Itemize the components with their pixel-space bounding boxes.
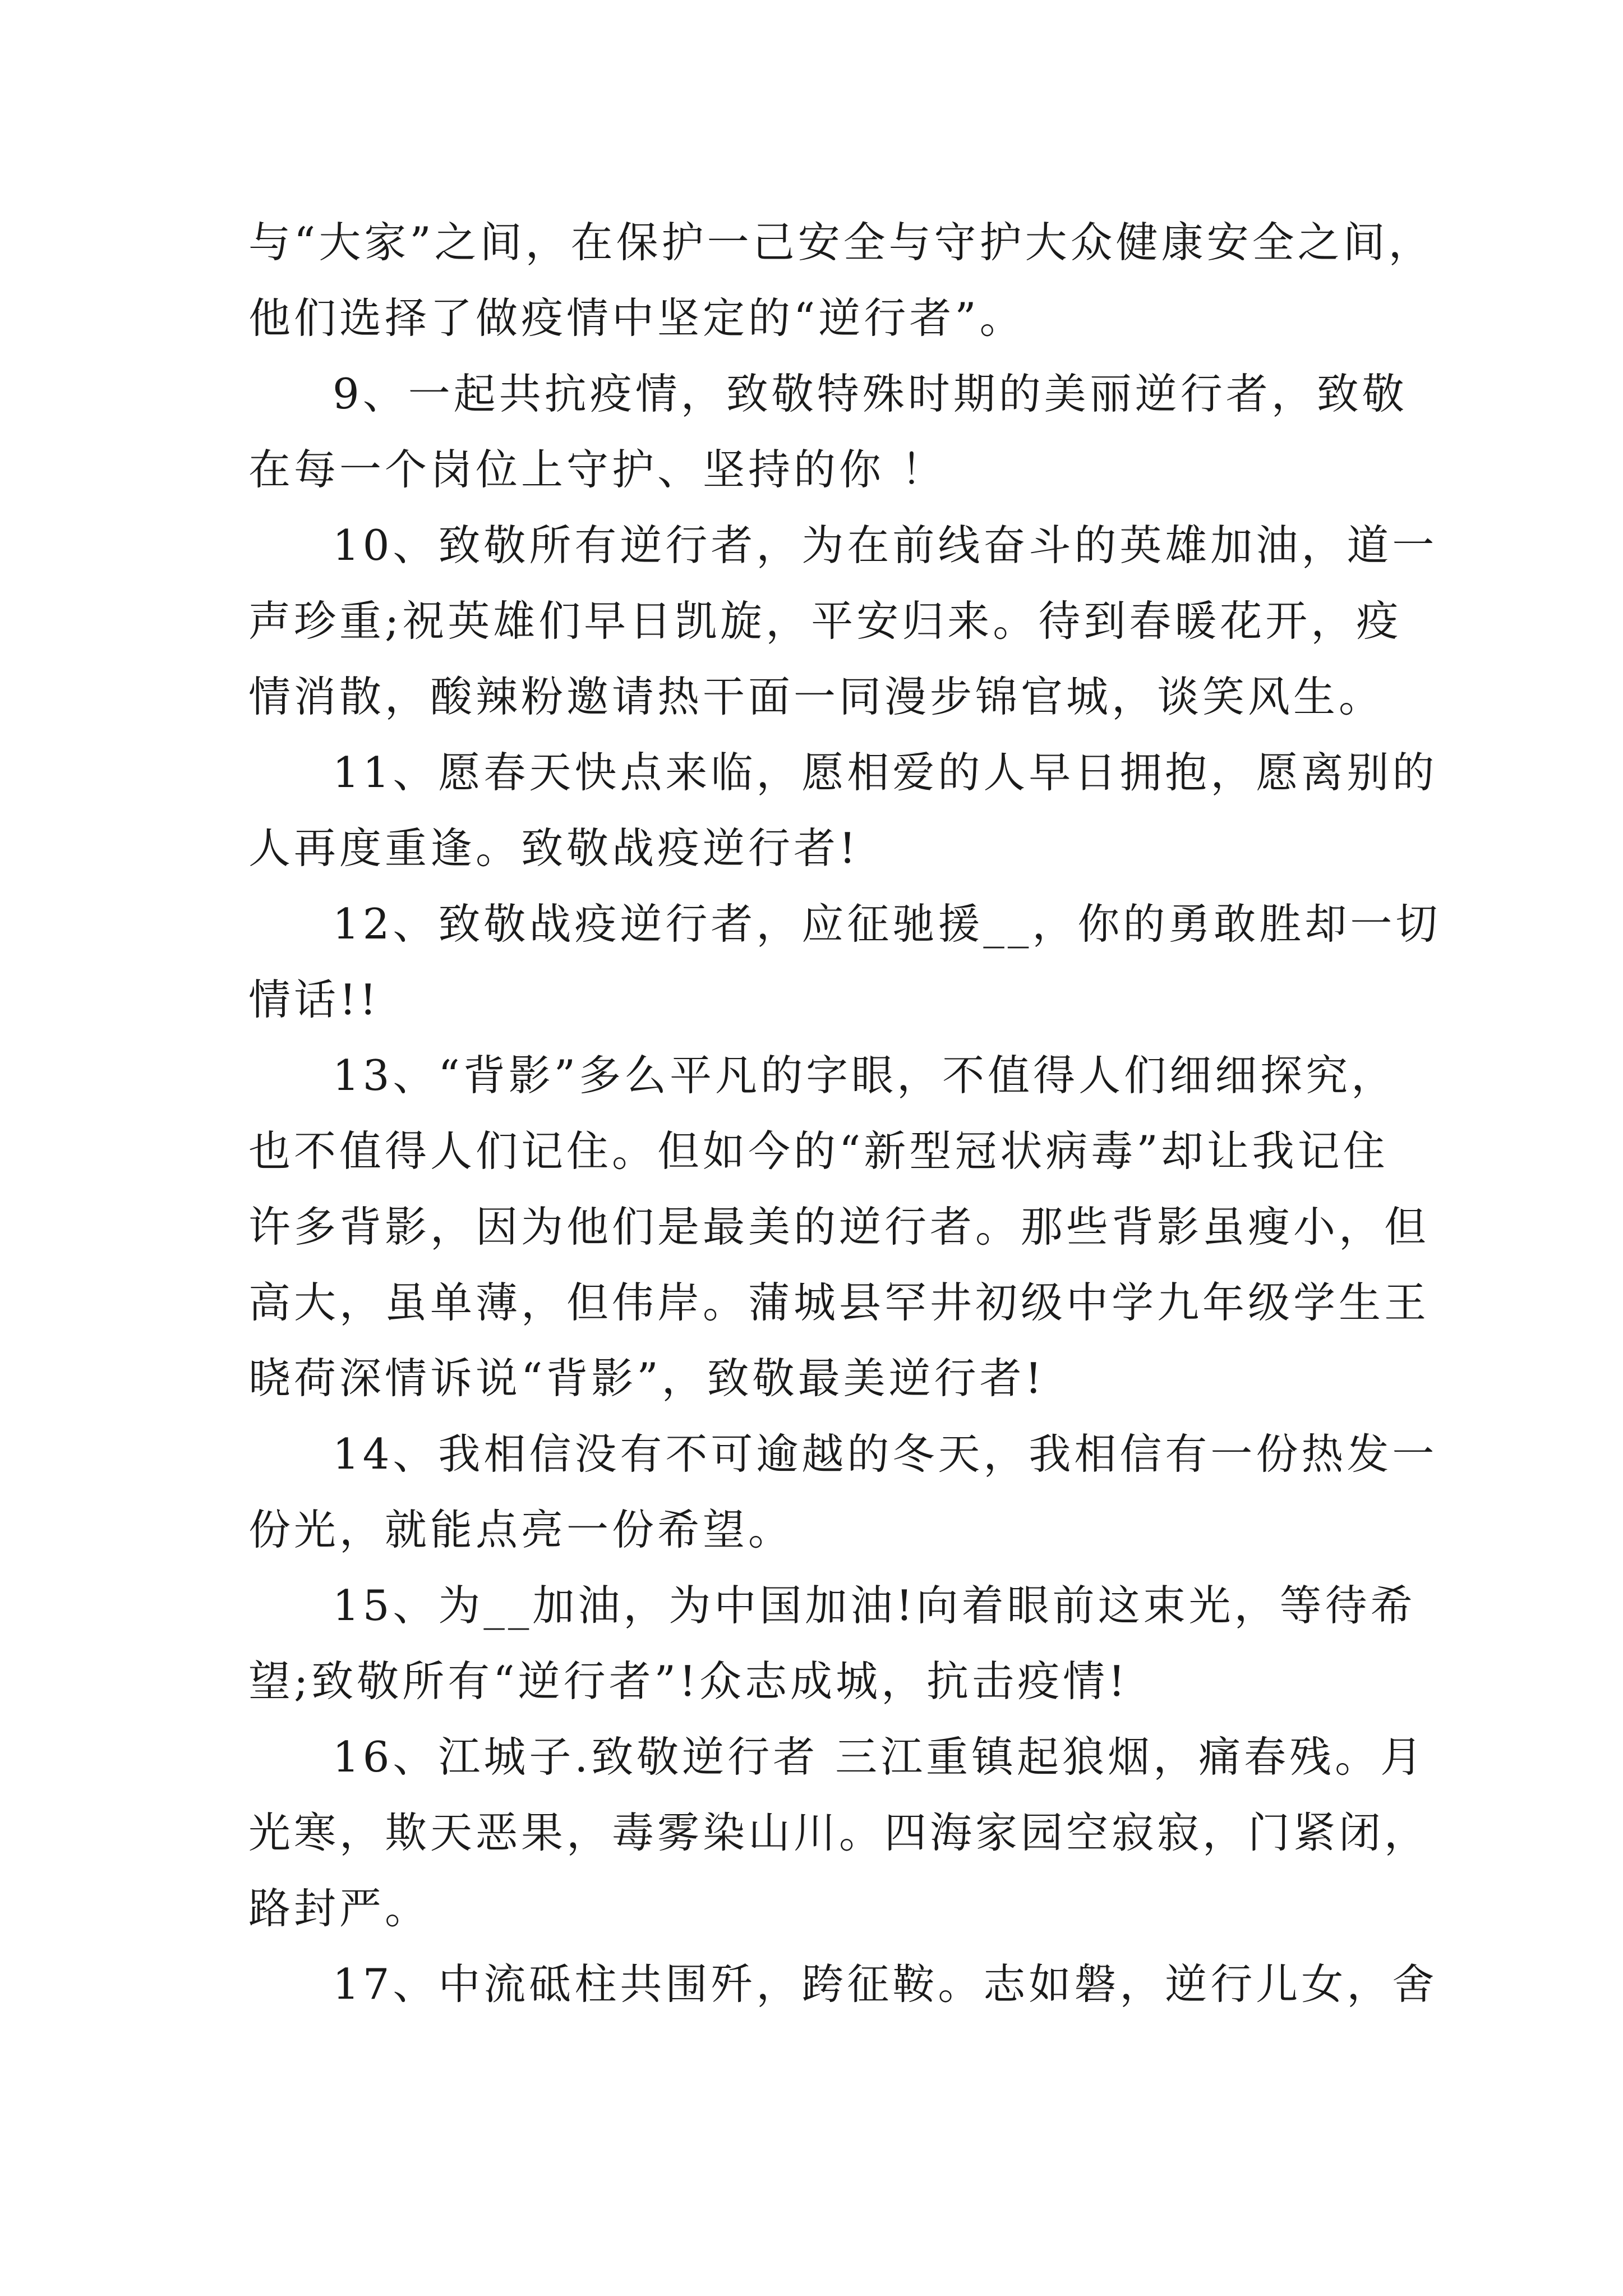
- text-line: 10、致敬所有逆行者，为在前线奋斗的英雄加油，道一: [333, 521, 1438, 570]
- paragraph-item-15: [248, 1568, 1416, 1719]
- paragraph-item-10: [248, 508, 1438, 735]
- text-line: 与“大家”之间，在保护一己安全与守护大众健康安全之间，: [248, 218, 1434, 267]
- paragraph-item-9: [248, 356, 1408, 508]
- text-line: 14、我相信没有不可逾越的冬天，我相信有一份热发一: [333, 1429, 1438, 1479]
- text-line: 路封严。: [248, 1884, 431, 1933]
- text-line: 份光，就能点亮一份希望。: [248, 1505, 794, 1554]
- paragraph-item-14: [248, 1416, 1438, 1568]
- text-line: 也不值得人们记住。但如今的“新型冠状病毒”却让我记住: [248, 1126, 1389, 1176]
- text-line: 在每一个岗位上守护、坚持的你 ！: [248, 445, 947, 494]
- document-body: [248, 205, 1441, 2022]
- text-line: 许多背影，因为他们是最美的逆行者。那些背影虽瘦小，但: [248, 1202, 1430, 1251]
- text-line: 15、为__加油，为中国加油!向着眼前这束光，等待希: [333, 1581, 1416, 1630]
- text-line: 人再度重逢。致敬战疫逆行者!: [248, 823, 860, 873]
- text-line: 12、致敬战疫逆行者，应征驰援__，你的勇敢胜却一切: [333, 899, 1441, 949]
- text-line: 光寒，欺天恶果，毒雾染山川。四海家园空寂寂，门紧闭，: [248, 1808, 1430, 1857]
- text-line: 13、“背影”多么平凡的字眼，不值得人们细细探究，: [333, 1051, 1397, 1100]
- paragraph-item-17: [248, 1947, 1438, 2022]
- text-line: 高大，虽单薄，但伟岸。蒲城县罕井初级中学九年级学生王: [248, 1278, 1430, 1327]
- text-line: 9、一起共抗疫情，致敬特殊时期的美丽逆行者，致敬: [333, 369, 1408, 418]
- text-line: 17、中流砥柱共围歼，跨征鞍。志如磐，逆行儿女，舍: [333, 1959, 1438, 2009]
- paragraph-item-11: [248, 735, 1438, 886]
- paragraph-item-12: [248, 886, 1441, 1038]
- text-line: 情话!!: [248, 975, 380, 1024]
- text-line: 声珍重;祝英雄们早日凯旋，平安归来。待到春暖花开，疫: [248, 596, 1402, 646]
- text-line: 他们选择了做疫情中坚定的“逆行者”。: [248, 293, 1025, 343]
- paragraph-item-13: [248, 1038, 1430, 1416]
- paragraph-item-16: [248, 1719, 1430, 1947]
- text-line: 16、江城子.致敬逆行者 三江重镇起狼烟，痛春残。月: [333, 1732, 1426, 1782]
- text-line: 望;致敬所有“逆行者”!众志成城，抗击疫情!: [248, 1657, 1129, 1706]
- text-line: 晓荷深情诉说“背影”，致敬最美逆行者!: [248, 1354, 1045, 1403]
- text-line: 情消散，酸辣粉邀请热干面一同漫步锦官城，谈笑风生。: [248, 672, 1385, 721]
- paragraph-continuation: [248, 205, 1434, 356]
- text-line: 11、愿春天快点来临，愿相爱的人早日拥抱，愿离别的: [333, 748, 1438, 797]
